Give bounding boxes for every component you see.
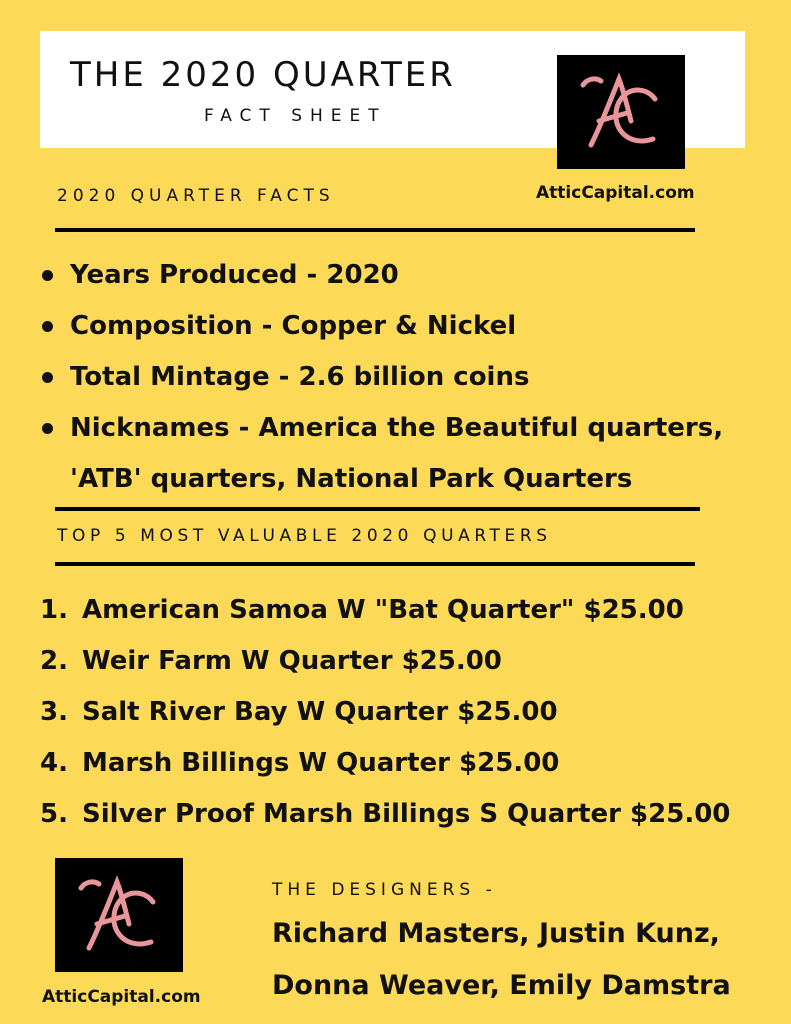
list-item — [40, 738, 780, 789]
list-item — [40, 687, 780, 738]
fact-text: Nicknames - America the Beautiful quarters, — [70, 413, 724, 443]
ac-monogram-icon — [557, 55, 685, 169]
top5-heading: TOP 5 MOST VALUABLE 2020 QUARTERS — [57, 526, 552, 546]
list-item — [40, 585, 780, 636]
fact-text-continued: 'ATB' quarters, National Park Quarters — [70, 464, 633, 494]
top5-list — [40, 585, 780, 840]
item-text: Marsh Billings W Quarter $25.00 — [82, 748, 560, 778]
fact-text: Total Mintage - 2.6 billion coins — [70, 362, 530, 392]
item-text: Salt River Bay W Quarter $25.00 — [82, 697, 558, 727]
logo-graphic — [557, 55, 685, 169]
ac-monogram-icon — [55, 858, 183, 972]
designers-line: Richard Masters, Justin Kunz, — [272, 918, 720, 949]
facts-heading: 2020 QUARTER FACTS — [57, 186, 335, 206]
bullet-icon — [42, 423, 53, 434]
list-item — [40, 352, 780, 403]
list-item — [40, 403, 780, 505]
item-number: 1. — [40, 595, 68, 625]
list-item — [40, 250, 780, 301]
site-link-top[interactable]: AtticCapital.com — [536, 183, 695, 203]
designers-heading: THE DESIGNERS - — [272, 880, 497, 900]
divider — [55, 228, 695, 232]
bullet-icon — [42, 321, 53, 332]
item-number: 3. — [40, 697, 68, 727]
list-item — [40, 636, 780, 687]
fact-text: Years Produced - 2020 — [70, 260, 399, 290]
item-text: Weir Farm W Quarter $25.00 — [82, 646, 502, 676]
logo-graphic — [55, 858, 183, 972]
site-link-bottom[interactable]: AtticCapital.com — [42, 987, 201, 1007]
designers-names — [272, 908, 731, 1012]
list-item — [40, 301, 780, 352]
bullet-icon — [42, 372, 53, 383]
item-text: American Samoa W "Bat Quarter" $25.00 — [82, 595, 684, 625]
list-item — [40, 789, 780, 840]
page-subtitle: FACT SHEET — [204, 106, 387, 126]
item-number: 4. — [40, 748, 68, 778]
item-number: 5. — [40, 799, 68, 829]
divider — [55, 507, 700, 511]
designers-line: Donna Weaver, Emily Damstra — [272, 970, 731, 1001]
item-text: Silver Proof Marsh Billings S Quarter $25.00 — [82, 799, 731, 829]
bullet-icon — [42, 270, 53, 281]
page-title: THE 2020 QUARTER — [70, 55, 456, 95]
fact-text: Composition - Copper & Nickel — [70, 311, 517, 341]
divider — [55, 562, 695, 566]
item-number: 2. — [40, 646, 68, 676]
facts-list — [40, 250, 780, 505]
